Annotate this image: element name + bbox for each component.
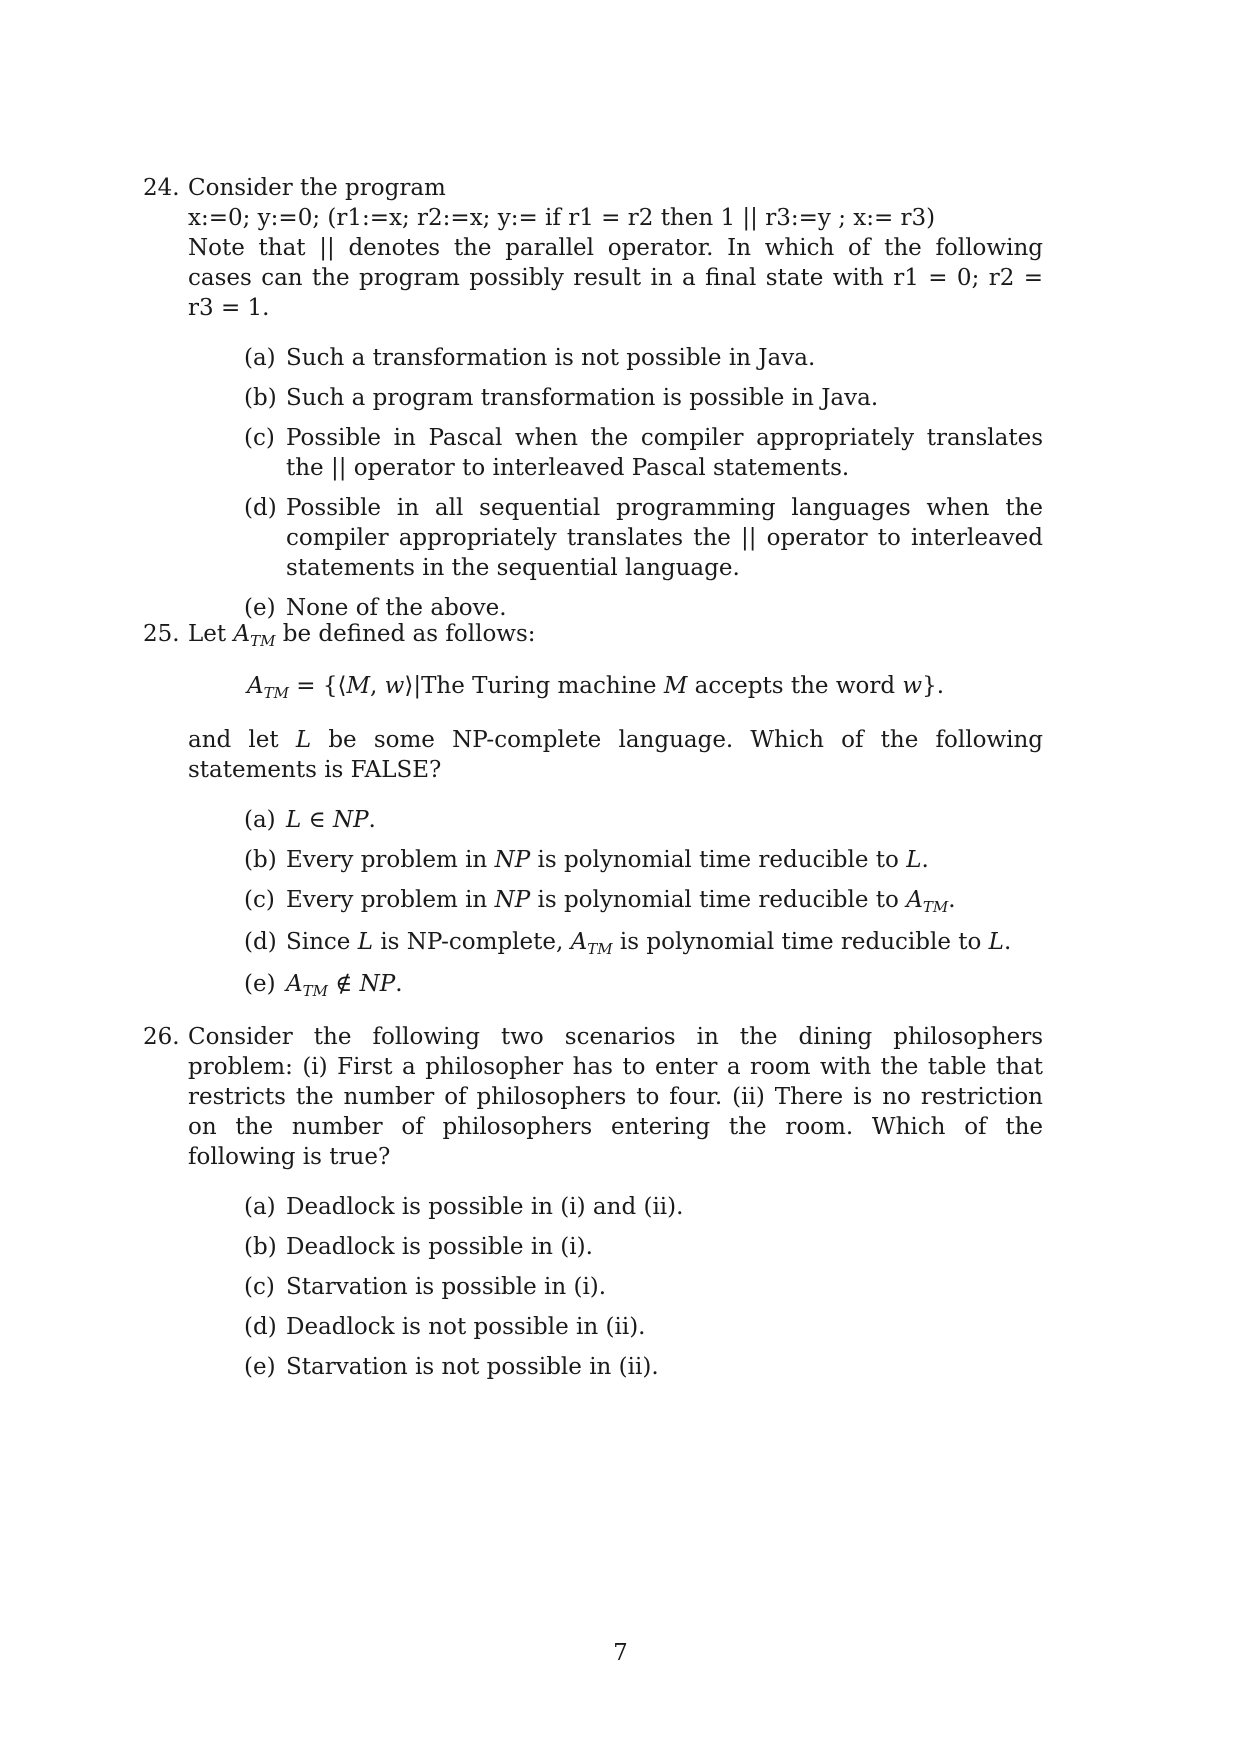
option-d bbox=[244, 1312, 1043, 1342]
text-part: Since bbox=[286, 929, 358, 955]
text-part: Every problem in bbox=[286, 847, 495, 873]
text-part: and let bbox=[188, 727, 279, 753]
equation-part: accepts the word bbox=[687, 673, 903, 699]
text-part: . bbox=[921, 847, 929, 873]
option-label: (b) bbox=[244, 847, 277, 873]
atm-symbol: A bbox=[906, 887, 923, 913]
equation-var: w bbox=[384, 673, 405, 699]
option-label: (e) bbox=[244, 971, 276, 997]
option-b bbox=[244, 1232, 1043, 1262]
text-part: is NP-complete, bbox=[373, 929, 571, 955]
var-l: L bbox=[295, 727, 312, 753]
option-label: (b) bbox=[244, 1234, 277, 1260]
intro-text: be defined as follows: bbox=[282, 621, 536, 647]
option-text bbox=[286, 927, 1043, 959]
option-label: (a) bbox=[244, 1194, 276, 1220]
option-b bbox=[244, 845, 1043, 875]
option-label: (d) bbox=[244, 1314, 277, 1340]
option-a bbox=[244, 1192, 1043, 1222]
equation-part: , bbox=[370, 673, 385, 699]
option-text bbox=[286, 885, 1043, 917]
text-part: Every problem in bbox=[286, 887, 495, 913]
question-intro: Consider the program bbox=[188, 175, 446, 201]
option-label: (d) bbox=[244, 495, 277, 521]
option-text bbox=[286, 845, 1043, 875]
var-np: NP bbox=[494, 847, 531, 873]
text-part: . bbox=[368, 807, 376, 833]
question-text bbox=[188, 725, 1043, 785]
option-label: (a) bbox=[244, 807, 276, 833]
option-label: (e) bbox=[244, 595, 276, 621]
text-part: is polynomial time reducible to bbox=[612, 929, 989, 955]
question-intro bbox=[188, 619, 1043, 651]
program-code: x:=0; y:=0; (r1:=x; r2:=x; y:= if r1 = r2 then 1 || r3:=y ; x:= r3) bbox=[188, 205, 936, 231]
display-equation bbox=[148, 671, 1043, 703]
atm-symbol: A bbox=[570, 929, 588, 955]
question-text: Note that || denotes the parallel operator. In which of the following cases can the program possibly result in a final state with r1 = 0; r2 = r3 = 1. bbox=[188, 235, 1043, 321]
question-26 bbox=[143, 1022, 1043, 1392]
equation-part: }. bbox=[922, 673, 945, 699]
option-label: (c) bbox=[244, 1274, 275, 1300]
equation-part: = {⟨ bbox=[296, 673, 347, 699]
intro-text: Let bbox=[188, 621, 227, 647]
atm-subscript: TM bbox=[250, 632, 276, 650]
var-l: L bbox=[988, 929, 1004, 955]
option-text: Deadlock is possible in (i) and (ii). bbox=[286, 1194, 684, 1220]
atm-symbol: A bbox=[233, 621, 251, 647]
options-list bbox=[244, 343, 1043, 623]
option-a bbox=[244, 343, 1043, 373]
equation-var: w bbox=[902, 673, 923, 699]
text-part: . bbox=[1003, 929, 1012, 955]
relation: ∈ bbox=[301, 807, 333, 833]
equation-part: ⟩|The Turing machine bbox=[404, 673, 664, 699]
atm-symbol: A bbox=[246, 673, 264, 699]
var-np: NP bbox=[494, 887, 531, 913]
equation-var: M bbox=[346, 673, 371, 699]
option-c bbox=[244, 1272, 1043, 1302]
option-text: None of the above. bbox=[286, 595, 507, 621]
options-list bbox=[244, 805, 1043, 1001]
option-text: Possible in Pascal when the compiler appropriately translates the || operator to interleaved Pascal statements. bbox=[286, 425, 1043, 481]
atm-symbol: A bbox=[286, 971, 303, 997]
relation: ∉ bbox=[328, 971, 360, 997]
option-c bbox=[244, 423, 1043, 483]
option-text: Possible in all sequential programming languages when the compiler appropriately translates the || operator to interleaved statements in the sequential language. bbox=[286, 495, 1043, 581]
question-25 bbox=[143, 619, 1043, 1011]
text-part: . bbox=[395, 971, 403, 997]
option-d bbox=[244, 493, 1043, 583]
atm-subscript: TM bbox=[302, 982, 328, 1000]
text-part: is polynomial time reducible to bbox=[530, 887, 907, 913]
option-b bbox=[244, 383, 1043, 413]
atm-subscript: TM bbox=[263, 684, 289, 702]
question-text: Consider the following two scenarios in the dining philosophers problem: (i) First a philosopher has to enter a room with the table that restricts the number of philosophers to four. (ii) There is no restriction on the number of philosophers entering the room. Which of the following is true? bbox=[188, 1024, 1043, 1170]
atm-subscript: TM bbox=[587, 940, 613, 958]
option-text: Deadlock is possible in (i). bbox=[286, 1234, 593, 1260]
var-l: L bbox=[286, 807, 302, 833]
option-e bbox=[244, 1352, 1043, 1382]
option-text: Deadlock is not possible in (ii). bbox=[286, 1314, 646, 1340]
var-np: NP bbox=[359, 971, 396, 997]
page-number: 7 bbox=[613, 1640, 628, 1666]
option-label: (c) bbox=[244, 425, 275, 451]
option-text: Starvation is not possible in (ii). bbox=[286, 1354, 659, 1380]
text-part: is polynomial time reducible to bbox=[530, 847, 907, 873]
option-a bbox=[244, 805, 1043, 835]
question-number: 25. bbox=[143, 621, 180, 647]
equation-var: M bbox=[663, 673, 688, 699]
option-text: Such a program transformation is possible in Java. bbox=[286, 385, 879, 411]
option-c bbox=[244, 885, 1043, 917]
option-text bbox=[286, 969, 1043, 1001]
option-label: (d) bbox=[244, 929, 277, 955]
options-list bbox=[244, 1192, 1043, 1382]
option-text: Such a transformation is not possible in Java. bbox=[286, 345, 816, 371]
option-e bbox=[244, 969, 1043, 1001]
var-np: NP bbox=[332, 807, 369, 833]
option-text bbox=[286, 805, 1043, 835]
question-number: 26. bbox=[143, 1024, 180, 1050]
question-24 bbox=[143, 173, 1043, 633]
option-d bbox=[244, 927, 1043, 959]
var-l: L bbox=[906, 847, 922, 873]
option-label: (e) bbox=[244, 1354, 276, 1380]
text-part: . bbox=[948, 887, 956, 913]
var-l: L bbox=[357, 929, 374, 955]
option-label: (b) bbox=[244, 385, 277, 411]
option-label: (a) bbox=[244, 345, 276, 371]
option-text: Starvation is possible in (i). bbox=[286, 1274, 607, 1300]
option-label: (c) bbox=[244, 887, 275, 913]
text-part: be some NP-complete language. Which of the following statements is FALSE? bbox=[188, 727, 1043, 783]
atm-subscript: TM bbox=[922, 898, 949, 916]
question-number: 24. bbox=[143, 175, 180, 201]
